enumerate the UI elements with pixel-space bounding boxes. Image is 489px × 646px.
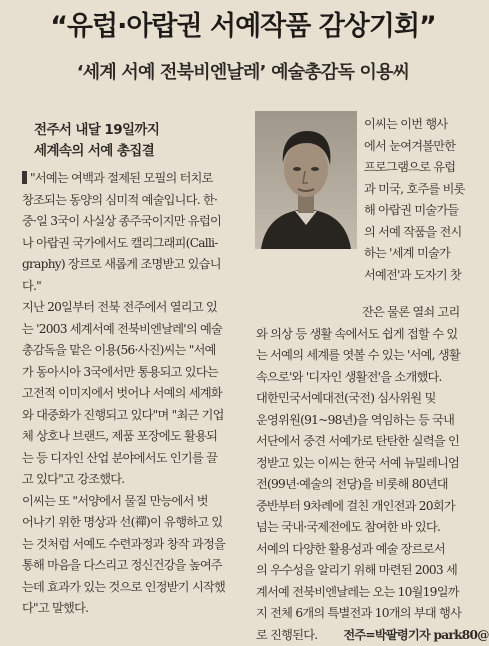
text-line: 넘는 국내·국제전에도 참여한 바 있다. (256, 517, 478, 539)
text-line: 전(99년·예술의 전당)을 비롯해 80년대 (256, 474, 478, 496)
text-line: 해 아랍권 미술가들 (364, 200, 486, 222)
text-line: 총감독을 맡은 이용(56·사진)씨는 "서예 (22, 340, 254, 362)
text-line: 의 우수성을 알리기 위해 마련된 2003 세 (256, 560, 478, 582)
text-line: 어나기 위한 명상과 선(禪)이 유행하고 있 (22, 512, 254, 534)
text-line: 나 아랍권 국가에서도 캘리그래피(Calli- (22, 233, 254, 255)
deck-line: 전주서 내달 19일까지 (34, 120, 244, 141)
text-line (256, 625, 478, 646)
text-line: 이씨는 또 "서양에서 물질 만능에서 벗 (22, 491, 254, 513)
text-line: 창조되는 동양의 심미적 예술입니다. 한· (22, 190, 254, 212)
text-line: 속으로'와 '디자인 생활전'을 소개했다. (256, 367, 478, 389)
byline: 전주=박팔령기자 park80@ (343, 628, 488, 642)
article-right-bottom-column (256, 302, 478, 646)
text-line: 고전적 이미지에서 벗어나 서예의 세계화 (22, 383, 254, 405)
text-line: 중반부터 9차례에 걸친 개인전과 20회가 (256, 496, 478, 518)
text-line: 와 대중화가 진행되고 있다"며 "최근 기업 (22, 405, 254, 427)
text-line: "서예는 여백과 절제된 모필의 터치로 (22, 168, 254, 190)
text-line: 정받고 있는 이씨는 한국 서예 뉴밀레니엄 (256, 453, 478, 475)
text-line: 와 의상 등 생활 속에서도 쉽게 접할 수 있 (256, 324, 478, 346)
text-line: 에서 눈여겨볼만한 (364, 136, 486, 158)
subheadline: ‘세계 서예 전북비엔날레’ 예술총감독 이용씨 (0, 58, 486, 84)
text-line: 대한민국서예대전(국전) 심사위원 및 (256, 388, 478, 410)
text-line: 운영위원(91~98년)을 역임하는 등 국내 (256, 410, 478, 432)
text-line: 지난 20일부터 전북 전주에서 열리고 있 (22, 297, 254, 319)
text-line: 통해 마음을 다스리고 정신건강을 높여주 (22, 555, 254, 577)
text-line: 다." (22, 276, 254, 298)
text-line: 는데 효과가 있는 것으로 인정받기 시작했 (22, 577, 254, 599)
text-line: graphy) 장르로 새롭게 조명받고 있습니 (22, 254, 254, 276)
quote-bar-icon (22, 171, 27, 184)
text-line: 고 있다"고 강조했다. (22, 469, 254, 491)
text-line: 는 서예의 세계를 엿볼 수 있는 '서예, 생활 (256, 345, 478, 367)
text-line: 계서예 전북비엔날레는 오는 10월19일까 (256, 582, 478, 604)
text-line: 중·일 3국이 사실상 종주국이지만 유럽이 (22, 211, 254, 233)
article-left-column (22, 168, 254, 620)
text-line: 는 '2003 세계서예 전북비엔날레'의 예술 (22, 319, 254, 341)
text-line: 과 미국, 호주를 비롯 (364, 179, 486, 201)
article-right-top-column (364, 114, 486, 286)
closing-text: 로 진행된다. (256, 628, 317, 642)
text-line: 는 것처럼 서예도 수련과정과 창작 과정을 (22, 534, 254, 556)
text-line: 서단에서 중견 서예가로 탄탄한 실력을 인 (256, 431, 478, 453)
text-line: 가 동아시아 3국에서만 통용되고 있다는 (22, 362, 254, 384)
portrait-photo-graphic (255, 111, 357, 249)
portrait-photo (255, 111, 357, 249)
deck (34, 120, 244, 162)
text-line: 서예전'과 도자기 찻 (364, 265, 486, 287)
text-line: 체 상호나 브랜드, 제품 포장에도 활용되 (22, 426, 254, 448)
text-line: 잔은 물론 열쇠 고리 (256, 302, 478, 324)
text-line: 다"고 말했다. (22, 598, 254, 620)
text-line: 는 등 디자인 산업 분야에서도 인기를 끌 (22, 448, 254, 470)
text-line: 의 서예 작품을 전시 (364, 222, 486, 244)
text-line: 하는 '세계 미술가 (364, 243, 486, 265)
text-line: 이씨는 이번 행사 (364, 114, 486, 136)
text-line: 지 전체 6개의 특별전과 10개의 부대 행사 (256, 603, 478, 625)
text-line: 서예의 다양한 활용성과 예술 장르로서 (256, 539, 478, 561)
headline: “유럽·아랍권 서예작품 감상기회” (0, 4, 486, 43)
deck-line: 세계속의 서예 총집결 (34, 141, 244, 162)
text-line: 프로그램으로 유럽 (364, 157, 486, 179)
